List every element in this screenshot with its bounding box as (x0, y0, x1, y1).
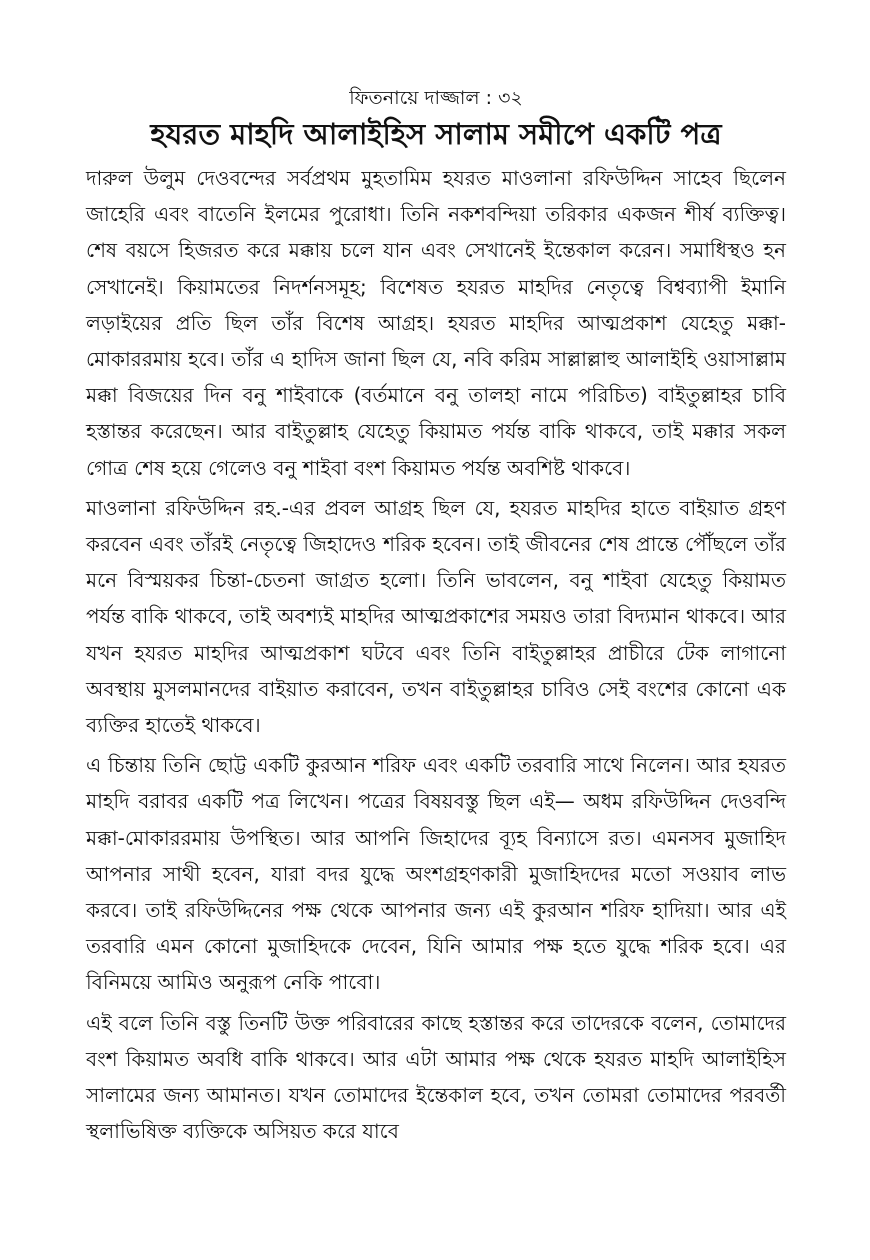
paragraph: মাওলানা রফিউদ্দিন রহ.-এর প্রবল আগ্রহ ছিল যে, হযরত মাহদির হাতে বাইয়াত গ্রহণ করবেন এবং তাঁরই নেতৃত্বে জিহাদেও শরিক হবেন। তাই জীবনের শেষ প্রান্তে পৌঁছলে তাঁর মনে বিস্ময়কর চিন্তা-চেতনা জাগ্রত হলো। তিনি ভাবলেন, বনু শাইবা যেহেতু কিয়ামত পর্যন্ত বাকি থাকবে, তাই অবশ্যই মাহদির আত্মপ্রকাশের সময়ও তারা বিদ্যমান থাকবে। আর যখন হযরত মাহদির আত্মপ্রকাশ ঘটবে এবং তিনি বাইতুল্লাহর প্রাচীরে টেক লাগানো অবস্থায় মুসলমানদের বাইয়াত করাবেন, তখন বাইতুল্লাহর চাবিও সেই বংশের কোনো এক ব্যক্তির হাতেই থাকবে। (86, 495, 786, 738)
paragraph: এই বলে তিনি বস্তু তিনটি উক্ত পরিবারের কাছে হস্তান্তর করে তাদেরকে বলেন, তোমাদের বংশ কিয়ামত অবধি বাকি থাকবে। আর এটা আমার পক্ষ থেকে হযরত মাহদি আলাইহিস সালামের জন্য আমানত। যখন তোমাদের ইন্তেকাল হবে, তখন তোমরা তোমাদের পরবর্তী স্থলাভিষিক্ত ব্যক্তিকে অসিয়ত করে যাবে (86, 1010, 786, 1144)
running-header: ফিতনায়ে দাজ্জাল : ৩২ (349, 87, 523, 109)
paragraph: এ চিন্তায় তিনি ছোট্ট একটি কুরআন শরিফ এবং একটি তরবারি সাথে নিলেন। আর হযরত মাহদি বরাবর একটি পত্র লিখেন। পত্রের বিষয়বস্তু ছিল এই— অধম রফিউদ্দিন দেওবন্দি মক্কা-মোকাররমায় উপস্থিত। আর আপনি জিহাদের ব্যূহ বিন্যাসে রত। এমনসব মুজাহিদ আপনার সাথী হবেন, যারা বদর যুদ্ধে অংশগ্রহণকারী মুজাহিদদের মতো সওয়াব লাভ করবে। তাই রফিউদ্দিনের পক্ষ থেকে আপনার জন্য এই কুরআন শরিফ হাদিয়া। আর এই তরবারি এমন কোনো মুজাহিদকে দেবেন, যিনি আমার পক্ষ হতে যুদ্ধে শরিক হবে। এর বিনিময়ে আমিও অনুরূপ নেকি পাবো। (86, 753, 786, 995)
paragraph: দারুল উলুম দেওবন্দের সর্বপ্রথম মুহতামিম হযরত মাওলানা রফিউদ্দিন সাহেব ছিলেন জাহেরি এবং বাতেনি ইলমের পুরোধা। তিনি নকশবন্দিয়া তরিকার একজন শীর্ষ ব্যক্তিত্ব। শেষ বয়সে হিজরত করে মক্কায় চলে যান এবং সেখানেই ইন্তেকাল করেন। সমাধিস্থও হন সেখানেই। কিয়ামতের নিদর্শনসমূহ; বিশেষত হযরত মাহদির নেতৃত্বে বিশ্বব্যাপী ইমানি লড়াইয়ের প্রতি ছিল তাঁর বিশেষ আগ্রহ। হযরত মাহদির আত্মপ্রকাশ যেহেতু মক্কা-মোকাররমায় হবে। তাঁর এ হাদিস জানা ছিল যে, নবি করিম সাল্লাল্লাহু আলাইহি ওয়াসাল্লাম মক্কা বিজয়ের দিন বনু শাইবাকে (বর্তমানে বনু তালহা নামে পরিচিত) বাইতুল্লাহর চাবি হস্তান্তর করেছেন। আর বাইতুল্লাহ যেহেতু কিয়ামত পর্যন্ত বাকি থাকবে, তাই মক্কার সকল গোত্র শেষ হয়ে গেলেও বনু শাইবা বংশ কিয়ামত পর্যন্ত অবশিষ্ট থাকবে। (86, 166, 786, 480)
chapter-body (86, 160, 786, 1149)
book-page (86, 84, 786, 1153)
chapter-title: হযরত মাহদি আলাইহিস সালাম সমীপে একটি পত্র (150, 117, 722, 151)
